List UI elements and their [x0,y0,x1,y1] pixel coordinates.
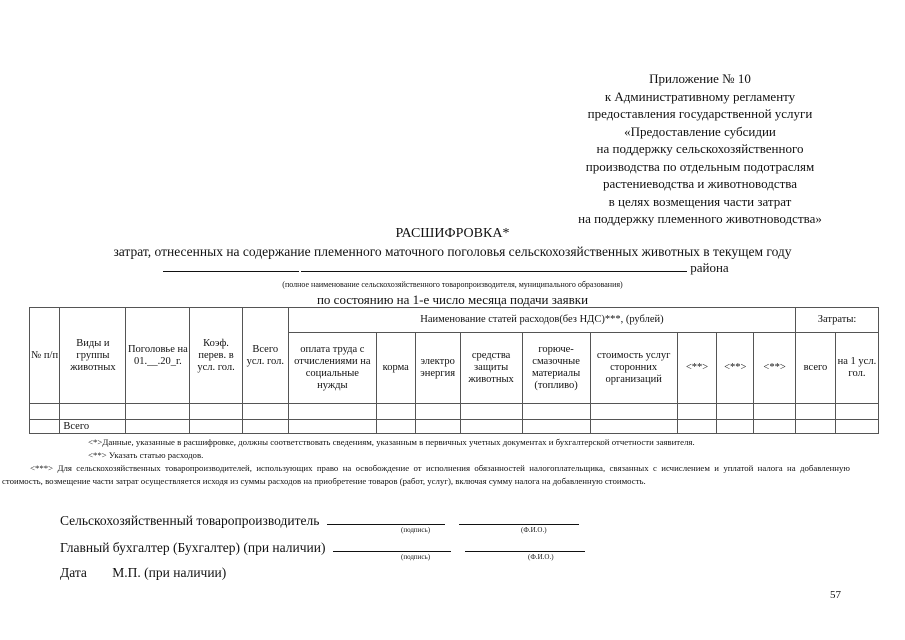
table-cell [590,404,677,420]
table-cell [590,420,677,434]
table-cell [460,420,522,434]
table-cell [126,404,190,420]
col-header-expense: оплата труда с отчислениями на социальные нужды [288,333,376,404]
table-cell [677,420,717,434]
appendix-line: производства по отдельным подотраслям [585,158,815,174]
appendix-line: предоставления государственной услуги [587,106,813,121]
table-cell [190,404,242,420]
table-cell [376,420,415,434]
table-cell [717,404,754,420]
table-cell [796,420,836,434]
table-cell [60,404,126,420]
table-cell [30,420,60,434]
table-cell [242,404,288,420]
group-header-costs: Затраты: [796,308,879,333]
sign-caption: (подпись) [401,526,431,534]
footnote: <***> Для сельскохозяйственных товаропроизводителей, использующих право на освобождение от исполнения обязанностей налогоплательщика, связанных с исчислением и уплатой налога на добавленную стоимость, возмещение части затрат осуществляется исходя из суммы расходов на приобретение товаров (работ, услуг), включая сумму налога на добавленную стоимость. [2,463,850,486]
col-header-cost-per-unit: на 1 усл. гол. [835,333,878,404]
fio-line [465,538,585,552]
table-cell [754,420,796,434]
footnote: <**> Указать статью расходов. [88,450,204,460]
col-header-expense: корма [376,333,415,404]
blank-line [163,259,299,272]
region-suffix: района [690,260,729,275]
table-cell [376,404,415,420]
name-hint: (полное наименование сельскохозяйственного товаропроизводителя, муниципального образования) [282,280,623,289]
document-title: РАСШИФРОВКА* [395,226,510,241]
table-cell [522,420,590,434]
footnote: <*>Данные, указанные в расшифровке, должны соответствовать сведениям, указанным в первичных учетных документах и бухгалтерской отчетности заявителя. [88,437,695,447]
col-header-expense: горюче-смазочные материалы (топливо) [522,333,590,404]
as-of-date: по состоянию на 1-е число месяца подачи заявки [316,292,589,307]
table-cell [288,420,376,434]
producer-name-line [163,259,729,276]
table-cell [190,420,242,434]
producer-label: Сельскохозяйственный товаропроизводитель [60,513,320,528]
table-cell [415,404,460,420]
total-label: Всего [60,420,126,434]
table-cell [242,420,288,434]
document-subtitle: затрат, отнесенных на содержание племенного маточного поголовья сельскохозяйственных животных в текущем году [113,244,792,259]
table-row-total [30,420,879,434]
accountant-label: Главный бухгалтер (Бухгалтер) (при наличии) [60,540,326,555]
col-header-expense: <**> [677,333,717,404]
table-cell [835,404,878,420]
table-cell [288,404,376,420]
table-cell [717,420,754,434]
stamp-label: М.П. (при наличии) [112,565,227,580]
table-row [30,404,879,420]
appendix-line: растениеводства и животноводства [602,176,798,191]
sign-caption: (подпись) [401,553,431,561]
producer-signature-row [60,511,579,529]
signature-line [333,538,451,552]
page-number: 57 [830,589,841,601]
col-header-total-units: Всего усл. гол. [242,308,288,404]
fio-caption: (Ф.И.О.) [528,553,554,561]
appendix-line: в целях возмещения части затрат [608,193,792,209]
col-header-species: Виды и группы животных [60,308,126,404]
col-header-coef: Коэф. перев. в усл. гол. [190,308,242,404]
col-header-expense: средства защиты животных [460,333,522,404]
date-stamp-row [60,565,226,581]
table-cell [30,404,60,420]
col-header-expense: <**> [754,333,796,404]
group-header-expenses: Наименование статей расходов(без НДС)***, (рублей) [288,308,795,333]
appendix-line: на поддержку племенного животноводства» [578,211,822,226]
table-cell [415,420,460,434]
table-cell [835,420,878,434]
table-cell [460,404,522,420]
table-cell [126,420,190,434]
col-header-cost-total: всего [796,333,836,404]
date-label: Дата [60,565,87,580]
expenses-table [29,307,879,434]
col-header-number: № п/п [30,308,60,404]
col-header-expense: стоимость услуг сторонних организаций [590,333,677,404]
appendix-line: Приложение № 10 [649,71,751,86]
table-cell [796,404,836,420]
fio-caption: (Ф.И.О.) [521,526,547,534]
appendix-line: «Предоставление субсидии [624,123,776,139]
col-header-herd: Поголовье на 01.__.20_г. [126,308,190,404]
col-header-expense: электро энергия [415,333,460,404]
blank-line [301,259,687,272]
table-cell [677,404,717,420]
appendix-header [545,70,855,228]
fio-line [459,511,579,525]
table-cell [754,404,796,420]
appendix-line: к Административному регламенту [604,88,796,104]
table-cell [522,404,590,420]
signature-line [327,511,445,525]
footnotes [2,436,850,488]
appendix-line: на поддержку сельскохозяйственного [596,141,804,156]
accountant-signature-row [60,538,585,556]
col-header-expense: <**> [717,333,754,404]
